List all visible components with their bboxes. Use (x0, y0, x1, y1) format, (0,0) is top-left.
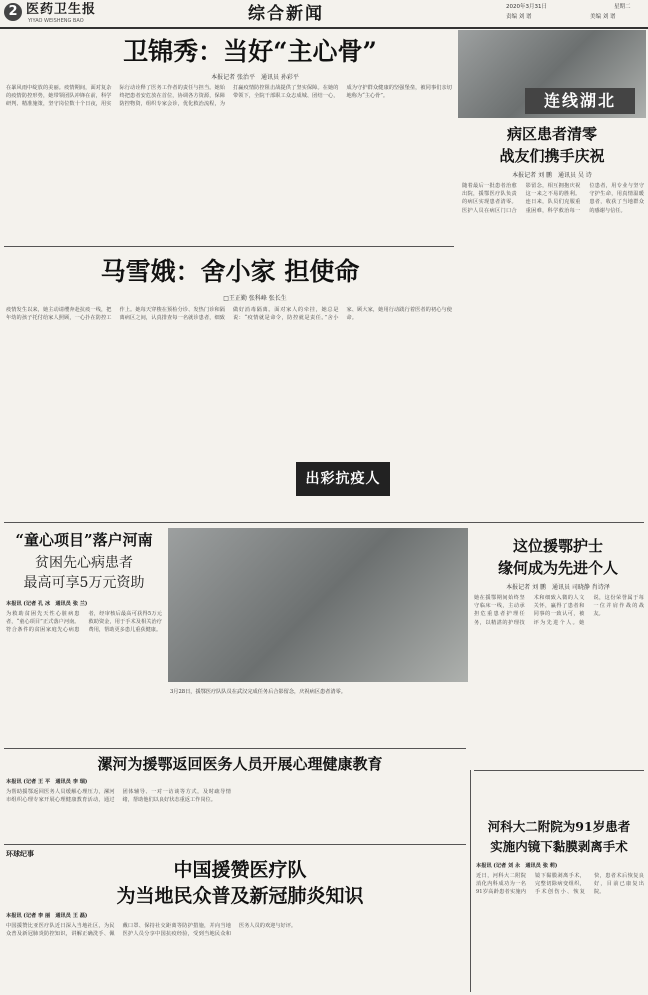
divider (4, 246, 454, 247)
divider (474, 770, 644, 771)
article-headline-heart-l1: “童心项目”落户河南 (15, 531, 153, 549)
article-headline-wei: 卫锦秀：当好“主心骨” (123, 37, 377, 66)
article-byline-wei: 本报记者 张治平 通讯员 孙彩平 (211, 74, 299, 81)
article-headline-henan-l1: 河科大二附院为91岁患者 (487, 819, 631, 834)
article-body-zambia: 中国援赞比亚医疗队近日深入当地社区，为民众普及新冠肺炎防控知识，讲解正确洗手、佩戴口罩、保持社交距离等防护措施，并向当地医护人员分享中国抗疫经验，受到当地民众和医务人员的欢迎与好评。 (6, 923, 297, 938)
divider (4, 844, 466, 845)
article-headline-clear-l2: 战友们携手庆祝 (499, 147, 605, 165)
article-headline-heart-l2: 贫困先心病患者 (35, 555, 133, 571)
divider (4, 748, 466, 749)
ceremony-photo (168, 528, 468, 682)
issue-weekday: 星期二 (614, 4, 631, 10)
header-rule (0, 27, 648, 29)
photo-caption: 3月28日，援鄂医疗队队员在武汉完成任务后合影留念，庆祝病区患者清零。 (170, 689, 346, 695)
article-body-clear: 随着最后一批患者治愈出院，援鄂医疗队负责的病区实现患者清零。医护人员在病区门口合影留念，相互拥抱庆祝这一来之不易的胜利。连日来，队员们克服重重困难，科学救治每一位患者，用专业与坚守守护生命，用真情温暖患者，收获了当地群众的感谢与信任。 (462, 183, 644, 214)
article-headline-heart-l3: 最高可享5万元资助 (23, 575, 145, 591)
hubei-kicker: 连线湖北 (525, 88, 635, 114)
article-body-nurse: 她在援鄂期间始终坚守临床一线，主动承担危重患者护理任务，以精湛的护理技术和细致入微的人文关怀，赢得了患者和同事的一致认可，被评为先进个人。她说，这份荣誉属于每一位并肩作战的战友。 (474, 595, 644, 626)
article-body-henan: 近日，河科大二附院消化内科成功为一名91岁高龄患者实施内镜下黏膜剥离手术，完整切除病变组织，手术创伤小、恢复快，患者术后恢复良好，目前已康复出院。 (476, 873, 644, 896)
article-headline-zambia-l2: 为当地民众普及新冠肺炎知识 (116, 885, 364, 907)
article-byline-heart: 本报讯 (记者 孔 冰 通讯员 张 兰) (6, 601, 88, 607)
article-body-heart: 为救助贫困先天性心脏病患者，“童心项目”正式落户河南。符合条件的贫困家庭先心病患者，经审核后最高可获得5万元救助资金，用于手术及相关治疗费用，帮助更多患儿重获健康。 (6, 611, 162, 634)
issue-date: 2020年3月31日 (506, 4, 547, 10)
article-headline-nurse-l2: 缘何成为先进个人 (497, 559, 618, 577)
article-headline-henan-l2: 实施内镜下黏膜剥离手术 (490, 839, 628, 854)
article-body-luohe: 为帮助援鄂返回医务人员缓解心理压力，漯河市组织心理专家开展心理健康教育活动，通过团体辅导、一对一访谈等方式，及时疏导情绪，帮助他们以良好状态重返工作岗位。 (6, 789, 231, 804)
article-body-wei: 在暴风雨中绽放的美丽。疫情期间，面对复杂的疫情防控形势，她带领团队冲锋在前，科学研判、精准施策，坚守岗位数十个日夜，用实际行动诠释了医务工作者的责任与担当。她始终把患者安危放在首位，协调各方资源，保障防控物资，组织专家会诊，优化救治流程，为打赢疫情防控阻击战提供了坚实保障。在她的带领下，全院干部职工众志成城、团结一心，成为守护群众健康的坚强堡垒，被同事们亲切地称为“主心骨”。 (6, 85, 452, 108)
article-headline-clear-l1: 病区患者清零 (506, 125, 597, 143)
article-body-ma: 疫情发生以来，她主动请缨奔赴抗疫一线，把年幼的孩子托付给家人照顾，一心扑在防控工作上。她每天穿梭在预检分诊、发热门诊和隔离病区之间，认真排查每一名就诊患者，细致做好消毒隔离。面对家人的牵挂，她总是说：“疫情就是命令，防控就是责任。”舍小家、顾大家，她用行动践行着医者的初心与使命。 (6, 307, 452, 322)
masthead-subtitle: YIYAO WEISHENG BAO (28, 18, 84, 24)
article-byline-clear: 本报记者 刘 鹏 通讯员 吴 诗 (512, 172, 592, 179)
banner-heroes: 出彩抗疫人 (296, 462, 390, 496)
divider (4, 522, 644, 523)
design-credit: 美编 刘 谱 (590, 14, 616, 20)
article-headline-ma: 马雪娥：舍小家 担使命 (100, 257, 360, 286)
section-label-world: 环球纪事 (6, 850, 34, 858)
page-number: 2 (4, 3, 22, 21)
masthead-title: 医药卫生报 (26, 2, 97, 17)
article-headline-nurse-l1: 这位援鄂护士 (512, 537, 603, 555)
article-byline-luohe: 本报讯 (记者 王 平 通讯员 李 瑞) (6, 779, 88, 785)
editor-credit: 责编 刘 谱 (506, 14, 532, 20)
article-headline-luohe: 漯河为援鄂返回医务人员开展心理健康教育 (97, 755, 383, 773)
article-byline-henan: 本报讯 (记者 刘 永 通讯员 张 莉) (476, 863, 558, 869)
article-byline-ma: □王正勤 张科峰 张长生 (223, 295, 287, 302)
article-headline-zambia-l1: 中国援赞医疗队 (173, 859, 307, 881)
article-byline-nurse: 本报记者 刘 鹏 通讯员 司晓静 肖诗泽 (506, 584, 610, 591)
divider (470, 770, 471, 992)
article-byline-zambia: 本报讯 (记者 李 丽 通讯员 王 磊) (6, 913, 88, 919)
section-title: 综合新闻 (248, 4, 324, 24)
